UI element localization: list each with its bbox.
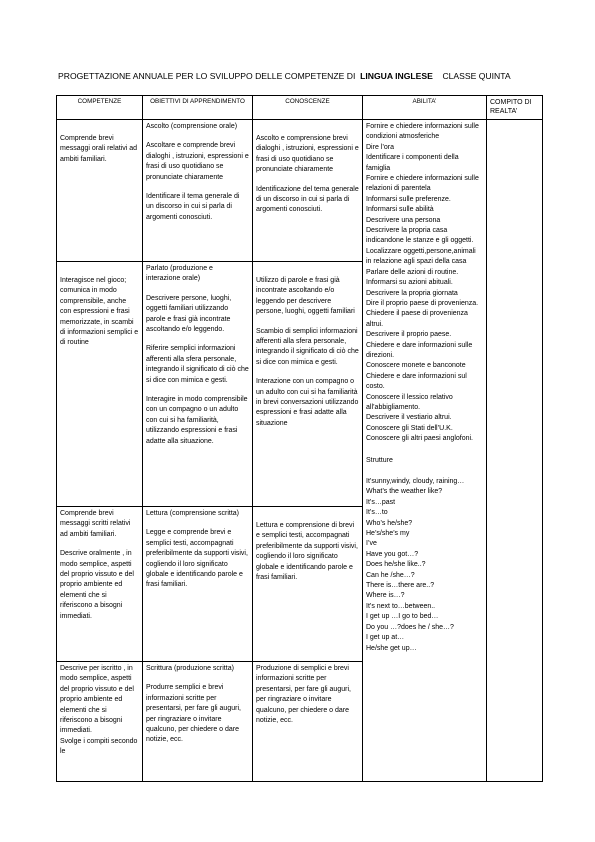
struttura-item: It’s…past — [366, 498, 396, 506]
struttura-item: He’s/she’s my — [366, 530, 410, 538]
conoscenze-cell — [253, 507, 363, 662]
header-compito: COMPITO DI REALTA’ — [487, 96, 543, 120]
obiettivi-heading: Scrittura (produzione scritta) — [146, 665, 234, 672]
struttura-item: What’s the weather like? — [366, 488, 443, 496]
conoscenze-text: Lettura e comprensione di brevi e semplici testi, accompagnati preferibilmente da supporti visivi, cogliendo il loro significato globale e identificando parole e frasi familiari. — [256, 522, 358, 582]
table-row — [57, 120, 543, 262]
conoscenze-text: Utilizzo di parole e frasi già incontrate ascoltando e/o leggendo per descrivere persone, luoghi, oggetti familiari — [256, 277, 355, 316]
obiettivi-heading: Parlato (produzione e interazione orale) — [146, 265, 213, 283]
competenze-text: Comprende brevi messaggi orali relativi ad ambiti familiari. — [60, 135, 138, 163]
struttura-item: Have you got…? — [366, 550, 419, 558]
abilita-item: Descrivere il vestiario altrui. — [366, 414, 452, 422]
obiettivi-cell — [143, 507, 253, 662]
obiettivi-text: Interagire in modo comprensibile con un compagno o un adulto con cui si ha familiarità, utilizzando espressioni e frasi adatte alla situazione. — [146, 396, 248, 445]
struttura-item: I get up at… — [366, 634, 405, 642]
header-obiettivi: OBIETTIVI DI APPRENDIMENTO — [143, 96, 253, 120]
abilita-item: Informarsi sulle preferenze. — [366, 195, 451, 203]
competenze-text: Descrive per iscritto , in modo semplice, aspetti del proprio vissuto e del proprio ambiente ed elementi che si riferiscono a bisogni immediati. Svolge i compiti secondo le — [60, 665, 138, 756]
abilita-item: Conoscere gli Stati dell’U.K. — [366, 424, 453, 432]
abilita-item: Parlare delle azioni di routine. — [366, 268, 459, 276]
struttura-item: Do you …?does he / she…? — [366, 623, 454, 631]
obiettivi-cell — [143, 662, 253, 782]
struttura-item: Can he /she…? — [366, 571, 415, 579]
conoscenze-cell — [253, 120, 363, 262]
header-abilita: ABILITA’ — [363, 96, 487, 120]
struttura-item: It’sunny,windy, cloudy, raining… — [366, 478, 465, 485]
competenze-text: Comprende brevi messaggi scritti relativi ad ambiti familiari. — [60, 510, 131, 538]
obiettivi-text: Produrre semplici e brevi informazioni scritte per presentarsi, per fare gli auguri, per ringraziare o invitare qualcuno, per chiedere o dare notizie, ecc. — [146, 684, 241, 744]
struttura-item: Where is…? — [366, 592, 405, 600]
competenze-cell — [57, 120, 143, 262]
header-competenze: COMPETENZE — [57, 96, 143, 120]
abilita-item: Descrivere una persona — [366, 216, 441, 224]
conoscenze-cell — [253, 262, 363, 507]
abilita-item: Informarsi sulle abilità — [366, 206, 434, 214]
strutture-label: Strutture — [366, 456, 393, 464]
conoscenze-text: Scambio di semplici informazioni afferenti alla sfera personale, integrando il significato di ciò che si dice con mimica e gesti. — [256, 327, 359, 366]
obiettivi-text: Descrivere persone, luoghi, oggetti familiari utilizzando parole e frasi già incontrate ascoltando e/o leggendo. — [146, 294, 232, 334]
abilita-item: Chiedere e dare informazioni sul costo. — [366, 372, 467, 391]
abilita-item: Descrivere la propria giornata — [366, 289, 458, 297]
conoscenze-text: Ascolto e comprensione brevi dialoghi , istruzioni, espressioni e frasi di uso quotidiano se pronunciate chiaramente — [256, 135, 359, 174]
struttura-item: I’ve — [366, 540, 377, 548]
conoscenze-text: Produzione di semplici e brevi informazioni scritte per presentarsi, per fare gli auguri, per ringraziare o invitare qualcuno, per chiedere o dare notizie, ecc. — [256, 665, 351, 725]
competenze-text: Interagisce nel gioco; comunica in modo comprensibile, anche con espressioni e frasi memorizzate, in scambi di informazioni semplici e di routine — [60, 277, 139, 347]
abilita-list — [366, 122, 483, 445]
competenze-text: Descrive oralmente , in modo semplice, aspetti del proprio vissuto e del proprio ambiente ed elementi che si riferiscono a bisogni immediati. — [60, 550, 134, 620]
conoscenze-text: Interazione con un compagno o un adulto con cui si ha familiarità in brevi conversazioni utilizzando espressioni e frasi adatte alla situazione — [256, 378, 359, 427]
obiettivi-text: Riferire semplici informazioni afferenti alla sfera personale, integrando il significato di ciò che si dice con mimica e gesti. — [146, 345, 249, 384]
struttura-item: Does he/she like..? — [366, 561, 426, 569]
abilita-item: Fornire e chiedere informazioni sulle condizioni atmosferiche — [366, 123, 479, 141]
header-conoscenze: CONOSCENZE — [253, 96, 363, 120]
abilita-item: Conoscere gli altri paesi anglofoni. — [366, 435, 474, 443]
competenze-cell — [57, 507, 143, 662]
abilita-item: Conoscere il lessico relativo all’abbigliamento. — [366, 393, 453, 411]
obiettivi-text: Legge e comprende brevi e semplici testi, accompagnati preferibilmente da supporti visivi, cogliendo il loro significato globale e identificando parole e frasi familiari. — [146, 529, 248, 589]
struttura-item: There is…there are..? — [366, 582, 435, 590]
abilita-item: Localizzare oggetti,persone,animali in relazione agli spazi della casa — [366, 247, 476, 266]
struttura-item: It’s next to…between.. — [366, 602, 436, 610]
abilita-item: Chiedere il paese di provenienza altrui. — [366, 310, 468, 328]
abilita-item: Informarsi su azioni abituali. — [366, 279, 453, 287]
abilita-item: Descrivere la propria casa indicandone le stanze e gli oggetti. — [366, 227, 474, 245]
abilita-item: Descrivere il proprio paese. — [366, 331, 452, 339]
conoscenze-text: Identificazione del tema generale di un discorso in cui si parla di argomenti conosciuti. — [256, 185, 359, 214]
header-row — [57, 96, 543, 120]
abilita-item: Identificare i componenti della famiglia — [366, 154, 459, 172]
struttura-item: I get up …I go to bed… — [366, 613, 439, 621]
abilita-cell — [363, 120, 487, 782]
strutture-list — [366, 477, 483, 654]
obiettivi-text: Identificare il tema generale di un discorso in cui si parla di argomenti conosciuti. — [146, 193, 240, 221]
struttura-item: It’s…to — [366, 509, 388, 517]
competenze-cell — [57, 262, 143, 507]
obiettivi-cell — [143, 262, 253, 507]
abilita-item: Fornire e chiedere informazioni sulle relazioni di parentela — [366, 175, 479, 193]
struttura-item: Who’s he/she? — [366, 519, 413, 527]
obiettivi-heading: Lettura (comprensione scritta) — [146, 510, 239, 517]
compito-cell — [487, 120, 543, 782]
title-prefix: PROGETTAZIONE ANNUALE PER LO SVILUPPO DELLE COMPETENZE DI — [58, 71, 356, 81]
obiettivi-cell — [143, 120, 253, 262]
title-class: CLASSE QUINTA — [442, 71, 511, 81]
abilita-item: Conoscere monete e banconote — [366, 362, 466, 370]
abilita-item: Dire il proprio paese di provenienza. — [366, 299, 479, 307]
competenze-cell — [57, 662, 143, 782]
competence-table — [56, 95, 543, 782]
page-title — [58, 71, 558, 81]
title-subject: LINGUA INGLESE — [360, 71, 433, 81]
abilita-item: Dire l’ora — [366, 143, 395, 151]
abilita-item: Chiedere e dare informazioni sulle direzioni. — [366, 341, 473, 359]
struttura-item: He/she get up… — [366, 644, 417, 652]
conoscenze-cell — [253, 662, 363, 782]
obiettivi-text: Ascoltare e comprende brevi dialoghi , istruzioni, espressioni e frasi di uso quotidiano se pronunciate chiaramente — [146, 142, 249, 181]
obiettivi-heading: Ascolto (comprensione orale) — [146, 123, 238, 130]
